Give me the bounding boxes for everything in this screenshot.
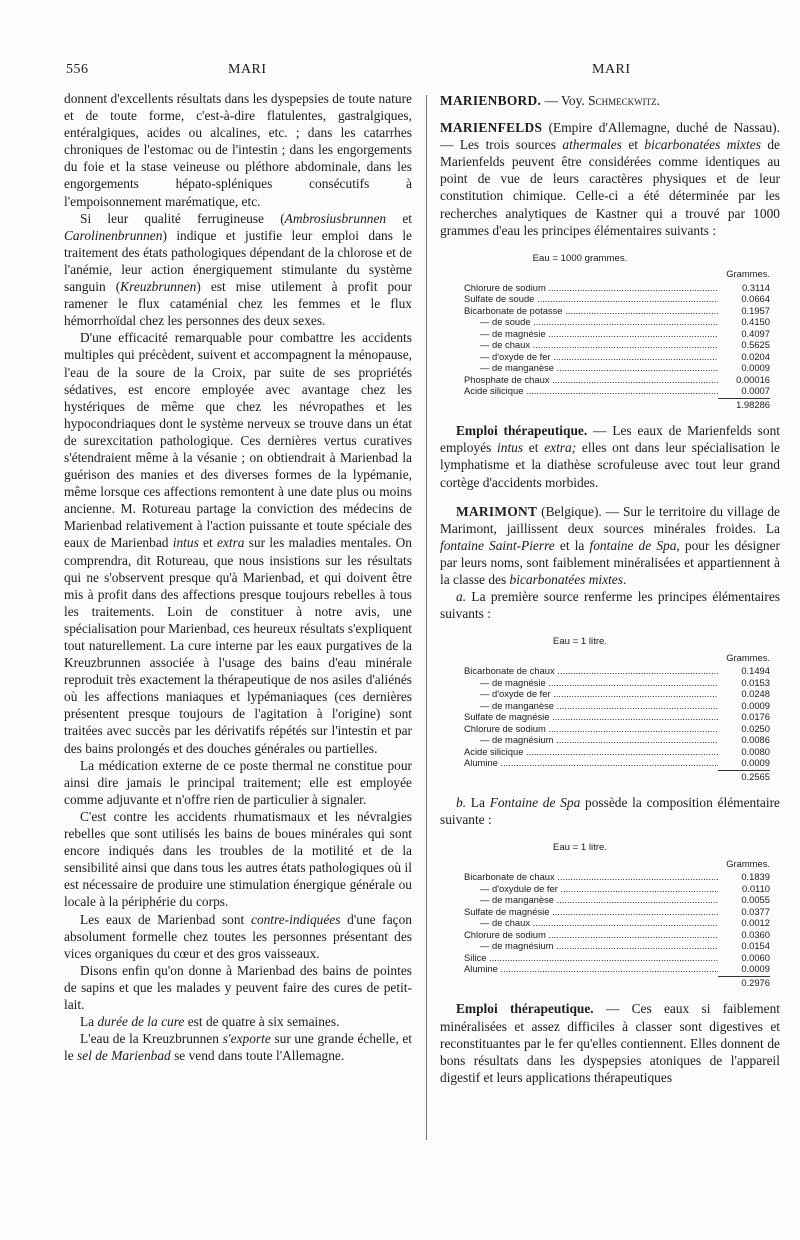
table-unit: Grammes. xyxy=(726,857,770,869)
table-cell-label: — de magnésium ..... xyxy=(450,734,718,746)
table-row xyxy=(450,328,770,340)
table-row xyxy=(450,711,770,723)
table-cell-value: 0.4150 xyxy=(741,316,770,328)
table-cell-label: — d'oxydule de fer ..... xyxy=(450,883,718,895)
running-head-left: MARI xyxy=(228,62,267,77)
table-cell-label: — de manganèse ..... xyxy=(450,700,718,712)
table-total xyxy=(450,769,770,783)
table-row xyxy=(450,374,770,386)
paragraph: L'eau de la Kreuzbrunnen s'exporte sur une grande échelle, et le sel de Marienbad se vend dans toute l'Allemagne. xyxy=(64,1031,412,1064)
table-cell-value: 0.0176 xyxy=(741,711,770,723)
table-cell-value: 0.0248 xyxy=(741,688,770,700)
table-unit: Grammes. xyxy=(726,651,770,663)
table-total-value: 1.98286 xyxy=(718,398,770,411)
table-cell-value: 0.0360 xyxy=(741,928,770,940)
table-row xyxy=(450,282,770,294)
table-cell-label: Acide silicique ..... xyxy=(450,385,718,397)
page-number: 556 xyxy=(66,62,89,77)
table-row xyxy=(450,883,770,895)
table-row xyxy=(450,305,770,317)
table-cell-label: — d'oxyde de fer ..... xyxy=(450,351,718,363)
paragraph: Les eaux de Marienbad sont contre-indiquées d'une façon absolument formelle chez toutes les personnes présentant des vices organiques du cœur et des gros vaisseaux. xyxy=(64,911,412,961)
table-row xyxy=(450,688,770,700)
table-cell-label: Chlorure de sodium ..... xyxy=(450,723,718,735)
table-row xyxy=(450,385,770,397)
table-caption: Eau = 1 litre. xyxy=(552,636,608,648)
table-row xyxy=(450,723,770,735)
table-cell-label: — de chaux ..... xyxy=(450,339,718,351)
paragraph: donnent d'excellents résultats dans les dyspepsies de toute nature et de toute forme, c'est-à-dire flatulentes, gastralgiques, entéralgiques, acides ou alcalines, etc. ; dans les catarrhes chroniques de l'estomac ou de l'intestin ; dans les engorgements du foie et la stase veineuse ou pléthore abdominale, dans les engorgements hépato-spléniques consécutifs à l'empoisonnement marématique, etc. xyxy=(64,91,412,209)
table-cell-label: Chlorure de sodium ..... xyxy=(450,929,718,941)
table-cell-value: 0.1839 xyxy=(741,871,770,883)
table-cell-label: — de magnésie ..... xyxy=(450,328,718,340)
table-cell-value: 0.5625 xyxy=(741,339,770,351)
table-cell-label: Sulfate de soude ..... xyxy=(450,293,718,305)
table-row xyxy=(450,746,770,758)
table-cell-value: 0.0060 xyxy=(741,951,770,963)
table-cell-label: Bicarbonate de potasse ..... xyxy=(450,305,718,317)
table-row xyxy=(450,929,770,941)
table-row xyxy=(450,906,770,918)
table-cell-value: 0.0204 xyxy=(741,350,770,362)
table-cell-value: 0.0080 xyxy=(741,745,770,757)
left-column xyxy=(64,90,412,1064)
paragraph: Emploi thérapeutique. — Ces eaux si faiblement minéralisées et assez difficiles à classer sont digestives et reconstituantes par le fer qu'elles contiennent. Elles donnent de bons résultats dans les dyspepsies atoniques de l'appareil digestif et leurs applications thérapeutiques xyxy=(440,1001,780,1085)
right-column xyxy=(440,92,780,1086)
paragraph: Si leur qualité ferrugineuse (Ambrosiusbrunnen et Carolinenbrunnen) indique et justifie leur emploi dans le traitement des états pathologiques dépendant de la chlorose et de l'anémie, leur action énergiquement stimulante du système sanguin (Kreuzbrunnen) est mise utilement à profit pour ramener le flux cataménial chez les femmes et le flux hémorrhoïdal chez les personnes des deux sexes. xyxy=(64,210,413,329)
composition-table xyxy=(450,253,770,411)
paragraph: C'est contre les accidents rhumatismaux et les névralgies rebelles que sont utilisés les bains de boues minérales qui sont encore indiqués dans les troubles de la motilité et de la sensibilité ainsi que dans tous les autres états pathologiques où il est nécessaire de produire une stimulation énergique générale ou locale à la périphérie du corps. xyxy=(64,808,412,910)
table-cell-value: 0.0086 xyxy=(741,734,770,746)
table-cell-value: 0.1494 xyxy=(741,665,770,677)
entry-marienborn: MARIENBORD. — Voy. Schmeckwitz. xyxy=(440,93,660,108)
table-total-value: 0.2565 xyxy=(718,770,770,783)
table-cell-value: 0.0007 xyxy=(741,385,770,397)
table-cell-value: 0.0664 xyxy=(741,293,770,305)
table-caption: Eau = 1000 grammes. xyxy=(532,252,628,264)
table-row xyxy=(450,963,770,975)
table-row xyxy=(450,700,770,712)
table-cell-value: 0.0110 xyxy=(742,882,770,894)
table-cell-label: Phosphate de chaux ..... xyxy=(450,374,718,386)
table-row xyxy=(450,677,770,689)
composition-table xyxy=(450,842,770,988)
paragraph: Disons enfin qu'on donne à Marienbad des bains de pointes de sapins et que les malades y peuvent faire des cures de petit-lait. xyxy=(64,962,412,1012)
table-row xyxy=(450,362,770,374)
table-cell-label: — de manganèse ..... xyxy=(450,362,718,374)
table-cell-label: Acide silicique ..... xyxy=(450,746,718,758)
table-row xyxy=(450,757,770,769)
table-cell-value: 0.00016 xyxy=(736,373,770,385)
table-cell-label: Sulfate de magnésie ..... xyxy=(450,711,718,723)
table-total xyxy=(450,397,770,411)
table-caption: Eau = 1 litre. xyxy=(552,842,608,854)
table-cell-value: 0.0154 xyxy=(741,940,770,952)
table-cell-label: Chlorure de sodium ..... xyxy=(450,282,718,294)
composition-table xyxy=(450,636,770,782)
table-cell-value: 0.0153 xyxy=(741,676,770,688)
table-cell-value: 0.3114 xyxy=(742,281,770,293)
paragraph: La durée de la cure est de quatre à six semaines. xyxy=(80,1014,340,1030)
table-cell-label: Alumine ..... xyxy=(450,757,718,769)
table-row xyxy=(450,351,770,363)
table-cell-label: — de magnésie ..... xyxy=(450,677,718,689)
table-row xyxy=(450,871,770,883)
column-divider xyxy=(426,95,427,1140)
table-row xyxy=(450,940,770,952)
table-unit: Grammes. xyxy=(726,268,770,280)
table-cell-label: — de manganèse ..... xyxy=(450,894,718,906)
paragraph: D'une efficacité remarquable pour combattre les accidents multiples qui précèdent, suivent et accompagnent la ménopause, l'eau de la soure de la Croix, par suite de ses propriétés sédatives, est encore employée avec avantage chez les hystériques de même que chez les névropathes et les hypocondriaques dont le système nerveux se trouve dans un état de surexcitation pathologique. Ces dernières vertus curatives s'étendraient même à la vésanie ; on obtiendrait à Marienbad la guérison des manies et des diverses formes de la lypémanie, même lorsque ces affections remontent à une date plus ou moins ancienne. M. Rotureau partage la conviction des médecins de Marienbad relativement à l'action puissante et toute spéciale des eaux de Marienbad intus et extra sur les maladies mentales. On comprendra, dit Rotureau, que nous insistions sur les résultats qui ne s'observent presque qu'à Marienbad, et qui doivent être mis à profit dans des affections presque toujours rebelles à tous les traitements. Loin de constituer à notre avis, une spécialisation pour Marienbad, ces heureux résultats s'expliquent tout naturellement. La cure interne par les eaux purgatives de la Kreuzbrunnen associée à l'usage des bains d'eau minérale reproduit très exactement la thérapeutique de nos asiles d'aliénés où les affections maniaques et lypémaniaques (ces dernières présentent presque toujours de l'agitation à l'origine) sont traitées avec succès par les dérivatifs répétés sur l'intestin et par des bains prolongés et des douches générales ou partielles. xyxy=(64,330,412,756)
table-row xyxy=(450,917,770,929)
table-cell-label: Alumine ..... xyxy=(450,963,718,975)
running-head-right: MARI xyxy=(592,62,631,77)
entry-marimont: MARIMONT (Belgique). — Sur le territoire du village de Marimont, jaillissent deux sources minérales froides. La fontaine Saint-Pierre et la fontaine de Spa, pour les désigner par leurs noms, sont faiblement minéralisées et appartiennent à la classe des bicarbonatées mixtes. xyxy=(440,503,780,587)
table-cell-value: 0.0009 xyxy=(741,757,770,769)
table-row xyxy=(450,339,770,351)
table-row xyxy=(450,293,770,305)
table-cell-label: Bicarbonate de chaux ..... xyxy=(450,665,718,677)
table-cell-value: 0.0055 xyxy=(741,894,770,906)
table-cell-label: Silice ..... xyxy=(450,952,718,964)
table-row xyxy=(450,665,770,677)
table-cell-value: 0.0009 xyxy=(741,699,770,711)
table-cell-label: — de chaux ..... xyxy=(450,917,718,929)
table-row xyxy=(450,734,770,746)
table-cell-value: 0.0012 xyxy=(741,917,770,929)
table-row xyxy=(450,316,770,328)
table-cell-value: 0.0009 xyxy=(741,362,770,374)
paragraph: b. La Fontaine de Spa possède la composition élémentaire suivante : xyxy=(440,795,780,828)
table-cell-value: 0.0009 xyxy=(741,963,770,975)
table-cell-label: Sulfate de magnésie ..... xyxy=(450,906,718,918)
paragraph: La médication externe de ce poste thermal ne constitue pour ainsi dire jamais le principal traitement; elle est employée comme adjuvante et n'offre rien de particulier à signaler. xyxy=(64,757,412,807)
table-cell-value: 0.4097 xyxy=(741,327,770,339)
paragraph: a. La première source renferme les principes élémentaires suivants : xyxy=(440,589,780,622)
table-cell-label: — de magnésium ..... xyxy=(450,940,718,952)
table-cell-value: 0.0377 xyxy=(741,905,770,917)
table-cell-label: — d'oxyde de fer ..... xyxy=(450,688,718,700)
table-total-value: 0.2976 xyxy=(718,976,770,989)
table-row xyxy=(450,894,770,906)
table-cell-value: 0.1957 xyxy=(741,304,770,316)
entry-marienfelds: MARIENFELDS (Empire d'Allemagne, duché de Nassau). — Les trois sources athermales et bicarbonatées mixtes de Marienfelds peuvent être considérées comme identiques au point de vue de leurs caractères physiques et de leur constitution chimique. Celle-ci a été déterminée par les recherches analytiques de Kastner qui a trouvé par 1000 grammes d'eau les principes élémentaires suivants : xyxy=(440,120,780,238)
table-row xyxy=(450,952,770,964)
table-cell-label: Bicarbonate de chaux ..... xyxy=(450,871,718,883)
table-cell-label: — de soude ..... xyxy=(450,316,718,328)
table-cell-value: 0.0250 xyxy=(741,722,770,734)
paragraph: Emploi thérapeutique. — Les eaux de Marienfelds sont employés intus et extra; elles ont dans leur spécialisation le lymphatisme et la diathèse scrofuleuse avec tout leur grand cortège d'accidents morbides. xyxy=(440,423,781,490)
table-total xyxy=(450,975,770,989)
